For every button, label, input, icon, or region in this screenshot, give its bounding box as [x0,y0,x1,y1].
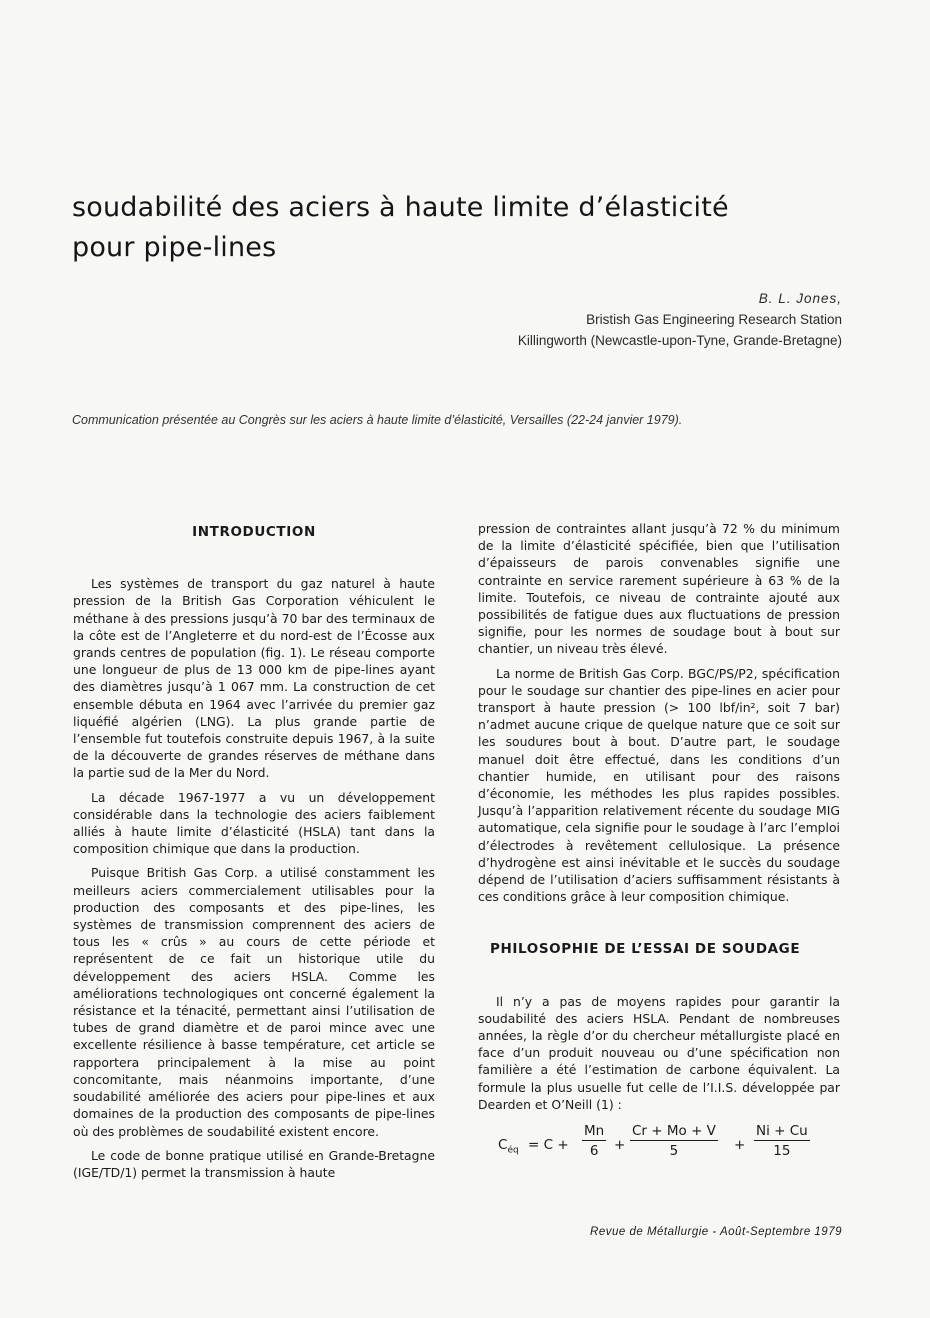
carbon-equivalent-formula [478,1123,840,1171]
affiliation-line-2: Killingworth (Newcastle-upon-Tyne, Grande-Bretagne) [517,333,842,348]
title-line-2: pour pipe-lines [72,232,277,263]
left-column [73,520,435,1188]
paragraph: Il n’y a pas de moyens rapides pour garantir la soudabilité des aciers HSLA. Pendant de nombreuses années, la règle d’or du chercheur métallurgiste placé en face d’un produit nouveau ou d’une spécification non familière a été l’estimation de carbone équivalent. La formule la plus usuelle fut celle de l’I.I.S. développée par Dearden et O’Neill (1) : [478,993,840,1112]
paragraph: Les systèmes de transport du gaz naturel à haute pression de la British Gas Corporation véhiculent le méthane à des pressions jusqu’à 70 bar des terminaux de la côte est de l’Angleterre et du nord-est de l’Écosse aux grands centres de population (fig. 1). Le réseau comporte une longueur de plus de 13 000 km de pipe-lines ayant des diamètres jusqu’à 1 067 mm. La construction de cet ensemble débuta en 1964 avec l’arrivée du premier gaz liquéfié algérien (LNG). La plus grande partie de l’ensemble fut toutefois construite depuis 1967, à la suite de la découverte de grandes réserves de méthane dans la partie sud de la Mer du Nord. [73,576,435,781]
formula-plus: + [734,1137,746,1154]
section-heading-introduction: INTRODUCTION [192,524,316,540]
journal-footer: Revue de Métallurgie - Août-Septembre 1979 [590,1226,842,1238]
fraction-ni-cu: $\frac{Ni + Cu}{15}$ [756,1123,808,1160]
communication-note: Communication présentée au Congrès sur les aciers à haute limite d’élasticité, Versailles (22-24 janvier 1979). [72,413,683,427]
paragraph: Puisque British Gas Corp. a utilisé constamment les meilleurs aciers commercialement utilisables pour la production des composants et des pipe-lines, les systèmes de transmission comprennent des aciers de tous les « crûs » au cours de cette période et représentent de ce fait un historique utile du développement des aciers HSLA. Comme les améliorations technologiques ont concerné également la résistance et la ténacité, permettant ainsi l’utilisation de tubes de grand diamètre et de paroi mince avec une excellente résilience à basse température, cet article se rapportera principalement à la mise au point concomitante, mais néanmoins importante, d’une soudabilité améliorée des aciers pour pipe-lines et aux domaines de la production des composants de pipe-lines où des problèmes de soudabilité existent encore. [73,865,435,1139]
formula-equals: = C + [528,1137,569,1154]
fraction-cr-mo-v: $\frac{Cr + Mo + V}{5}$ [632,1123,716,1160]
paragraph: La norme de British Gas Corp. BGC/PS/P2, spécification pour le soudage sur chantier des pipe-lines en acier pour transport à haute pression (> 100 lbf/in², soit 7 bar) n’admet aucune crique de quelque nature que ce soit sur les soudures bout à bout. D’autre part, le soudage manuel doit être effectué, dans les conditions d’un chantier humide, en utilisant pour des raisons d’économie, les méthodes les plus rapides possibles. Jusqu’à l’apparition relativement récente du soudage MIG automatique, cela signifie pour le soudage à l’arc l’emploi d’électrodes à revêtement cellulosique. La présence d’hydrogène est ainsi inévitable et le succès du soudage dépend de l’utilisation d’aciers suffisamment résistants à ces conditions grâce à leur composition chimique. [478,665,840,905]
paragraph: Le code de bonne pratique utilisé en Grande-Bretagne (IGE/TD/1) permet la transmission à haute [73,1147,435,1180]
author-block [518,288,842,351]
paragraph: La décade 1967-1977 a vu un développement considérable dans la technologie des aciers faiblement alliés à haute limite d’élasticité (HSLA) tant dans la composition chimique que dans la production. [73,789,435,857]
paragraph: pression de contraintes allant jusqu’à 72 % du minimum de la limite d’élasticité spécifiée, bien que l’utilisation d’épaisseurs de parois convenables signifie une contrainte en service rarement supérieure à 63 % de la limite. Toutefois, ce niveau de contrainte ajouté aux possibilités de fatigue dues aux fluctuations de pression signifie, pour les normes de soudage bout à bout sur chantier, un niveau très élevé. [478,521,840,657]
title-line-1: soudabilité des aciers à haute limite d’élasticité [72,192,729,223]
fraction-mn: $\frac{Mn}{6}$ [584,1123,605,1160]
affiliation-line-1: Bristish Gas Engineering Research Station [586,312,842,327]
formula-plus: + [614,1137,626,1154]
section-heading-philosophie: PHILOSOPHIE DE L’ESSAI DE SOUDAGE [490,941,801,958]
author-name: B. L. Jones, [758,291,842,306]
right-column [478,520,840,1171]
article-title [72,188,852,268]
formula-lhs: $C_{éq}$ [498,1137,519,1156]
